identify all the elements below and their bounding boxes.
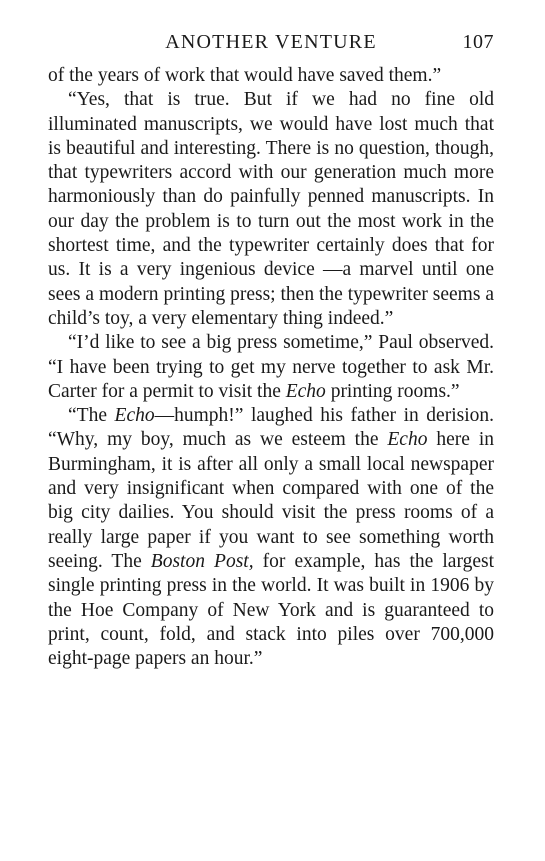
paragraph-2 (48, 88, 494, 331)
running-title: ANOTHER VENTURE (165, 31, 377, 53)
paragraph-text: —humph!” laughed his father in derision. “Why, my boy, much as we esteem the (48, 405, 494, 451)
paragraph-text: “Yes, that is true. But if we had no fine old illuminated manuscripts, we would have lost much that is beautiful and interesting. There is no question, though, that typewriters accord with our generation much more harmoniously than do painfully penned manuscripts. In our day the problem is to turn out the most work in the shortest time, and the typewriter certainly does that for us. It is a very ingenious device —a marvel until one sees a modern printing press; then the typewriter seems a child’s toy, a very elementary thing indeed.” (48, 89, 494, 329)
newspaper-title-italic: Echo (114, 405, 155, 427)
paragraph-3 (48, 331, 494, 404)
body-text (48, 64, 494, 671)
paragraph-text: here in Burmingham, it is after all only a small local newspaper and very insignificant when compared with one of the big city dailies. You should visit the press rooms of a really large paper if you want to see something worth seeing. The (48, 429, 494, 572)
paragraph-4 (48, 404, 494, 671)
page-number: 107 (462, 31, 494, 53)
paragraph-1 (48, 64, 494, 88)
paragraph-text: for example, has the largest single printing press in the world. It was built in 1906 by the Hoe Company of New York and is guaranteed to print, count, fold, and stack into piles over 700,000 eight-page papers an hour.” (48, 550, 495, 670)
paragraph-text: printing rooms.” (325, 380, 460, 402)
newspaper-title-italic: Echo (387, 429, 428, 451)
paragraph-text: of the years of work that would have saved them.” (48, 65, 442, 86)
paragraph-text: “The (68, 405, 115, 427)
newspaper-title-italic: Echo (285, 380, 326, 402)
paragraph-text: “I’d like to see a big press sometime,” Paul observed. “I have been trying to get my nerve together to ask Mr. Carter for a permit to visit the (48, 332, 494, 402)
running-head (48, 30, 494, 54)
newspaper-title-italic: Boston Post, (150, 550, 254, 572)
